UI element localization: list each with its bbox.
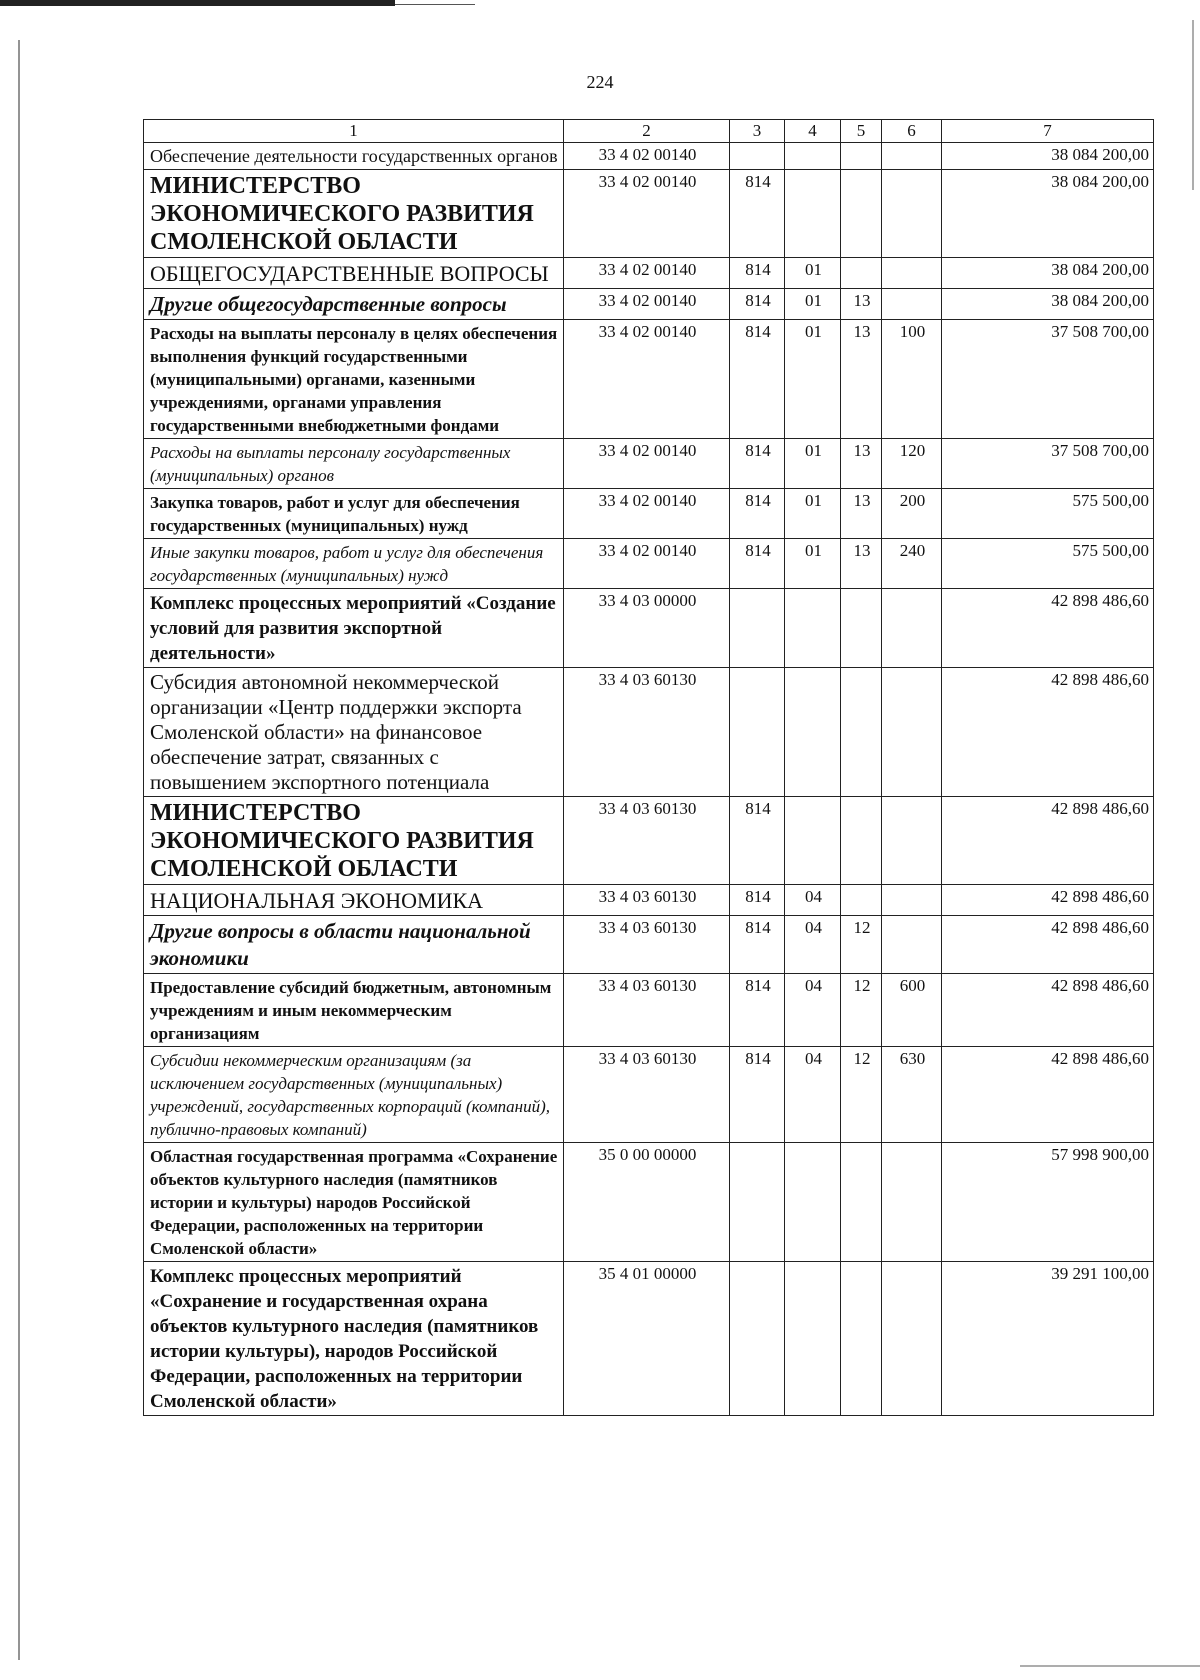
row-amount-cell: 38 084 200,00 [942, 170, 1154, 258]
row-col3-cell [730, 1143, 785, 1262]
row-col3-cell: 814 [730, 439, 785, 489]
row-name-cell: Иные закупки товаров, работ и услуг для обеспечения государственных (муниципальных) нужд [144, 539, 564, 589]
column-header: 5 [841, 120, 882, 143]
row-col5-cell [841, 589, 882, 668]
row-col4-cell [785, 1262, 841, 1416]
row-col4-cell: 01 [785, 289, 841, 320]
row-col5-cell: 13 [841, 489, 882, 539]
row-col3-cell: 814 [730, 797, 785, 885]
row-col3-cell: 814 [730, 885, 785, 916]
scan-edge-right [1192, 20, 1194, 190]
row-col4-cell [785, 170, 841, 258]
row-col3-cell: 814 [730, 489, 785, 539]
row-col6-cell [882, 1262, 942, 1416]
row-col5-cell [841, 170, 882, 258]
row-col4-cell: 04 [785, 1047, 841, 1143]
row-name-cell: Предоставление субсидий бюджетным, автономным учреждениям и иным некоммерческим организациям [144, 974, 564, 1047]
row-col6-cell [882, 289, 942, 320]
row-col4-cell: 01 [785, 320, 841, 439]
row-code-cell: 33 4 03 60130 [564, 885, 730, 916]
row-amount-cell: 37 508 700,00 [942, 320, 1154, 439]
column-header: 6 [882, 120, 942, 143]
row-col6-cell [882, 668, 942, 797]
table-row [144, 916, 1154, 974]
table-row [144, 885, 1154, 916]
row-amount-cell: 42 898 486,60 [942, 916, 1154, 974]
row-col6-cell: 100 [882, 320, 942, 439]
row-amount-cell: 575 500,00 [942, 489, 1154, 539]
row-col5-cell [841, 258, 882, 289]
row-col3-cell: 814 [730, 289, 785, 320]
row-col6-cell: 630 [882, 1047, 942, 1143]
row-name-cell: Обеспечение деятельности государственных органов [144, 143, 564, 170]
row-code-cell: 33 4 03 60130 [564, 1047, 730, 1143]
row-amount-cell: 42 898 486,60 [942, 885, 1154, 916]
row-col6-cell [882, 170, 942, 258]
row-amount-cell: 38 084 200,00 [942, 258, 1154, 289]
table-row [144, 797, 1154, 885]
row-col5-cell: 13 [841, 289, 882, 320]
row-col4-cell: 01 [785, 539, 841, 589]
row-code-cell: 33 4 02 00140 [564, 489, 730, 539]
row-name-cell: МИНИСТЕРСТВО ЭКОНОМИЧЕСКОГО РАЗВИТИЯ СМОЛЕНСКОЙ ОБЛАСТИ [144, 797, 564, 885]
row-name-cell: Другие вопросы в области национальной экономики [144, 916, 564, 974]
row-col3-cell: 814 [730, 258, 785, 289]
row-code-cell: 33 4 03 60130 [564, 974, 730, 1047]
row-amount-cell: 42 898 486,60 [942, 668, 1154, 797]
row-code-cell: 33 4 02 00140 [564, 170, 730, 258]
table-row [144, 1047, 1154, 1143]
row-name-cell: Закупка товаров, работ и услуг для обеспечения государственных (муниципальных) нужд [144, 489, 564, 539]
row-code-cell: 33 4 03 60130 [564, 797, 730, 885]
column-header: 4 [785, 120, 841, 143]
table-row [144, 668, 1154, 797]
row-name-cell: ОБЩЕГОСУДАРСТВЕННЫЕ ВОПРОСЫ [144, 258, 564, 289]
row-col5-cell [841, 668, 882, 797]
row-col6-cell [882, 916, 942, 974]
scan-edge-left [18, 40, 20, 1660]
row-col6-cell: 600 [882, 974, 942, 1047]
row-col4-cell [785, 589, 841, 668]
table-row [144, 320, 1154, 439]
row-name-cell: МИНИСТЕРСТВО ЭКОНОМИЧЕСКОГО РАЗВИТИЯ СМОЛЕНСКОЙ ОБЛАСТИ [144, 170, 564, 258]
row-col4-cell: 01 [785, 258, 841, 289]
row-amount-cell: 42 898 486,60 [942, 974, 1154, 1047]
table-row [144, 1143, 1154, 1262]
row-col6-cell [882, 1143, 942, 1262]
table-row [144, 489, 1154, 539]
row-code-cell: 33 4 02 00140 [564, 539, 730, 589]
row-code-cell: 33 4 03 60130 [564, 668, 730, 797]
row-amount-cell: 42 898 486,60 [942, 589, 1154, 668]
row-col5-cell [841, 1143, 882, 1262]
row-col4-cell: 01 [785, 439, 841, 489]
row-name-cell: Другие общегосударственные вопросы [144, 289, 564, 320]
table-row [144, 974, 1154, 1047]
row-name-cell: Областная государственная программа «Сохранение объектов культурного наследия (памятников истории и культуры) народов Российской Федерации, расположенных на территории Смоленской области» [144, 1143, 564, 1262]
row-col5-cell [841, 885, 882, 916]
row-col3-cell: 814 [730, 170, 785, 258]
row-name-cell: Комплекс процессных мероприятий «Создание условий для развития экспортной деятельности» [144, 589, 564, 668]
row-amount-cell: 39 291 100,00 [942, 1262, 1154, 1416]
row-col4-cell: 04 [785, 885, 841, 916]
row-col5-cell [841, 797, 882, 885]
column-header: 1 [144, 120, 564, 143]
budget-table-body [144, 120, 1154, 1416]
row-name-cell: Субсидии некоммерческим организациям (за исключением государственных (муниципальных) учреждений, государственных корпораций (компаний), публично-правовых компаний) [144, 1047, 564, 1143]
row-name-cell: НАЦИОНАЛЬНАЯ ЭКОНОМИКА [144, 885, 564, 916]
column-header: 2 [564, 120, 730, 143]
row-col4-cell [785, 668, 841, 797]
row-col3-cell: 814 [730, 916, 785, 974]
row-amount-cell: 38 084 200,00 [942, 143, 1154, 170]
row-col6-cell: 120 [882, 439, 942, 489]
row-code-cell: 33 4 02 00140 [564, 439, 730, 489]
table-row [144, 539, 1154, 589]
scan-edge-top [0, 0, 395, 6]
table-row [144, 143, 1154, 170]
row-amount-cell: 37 508 700,00 [942, 439, 1154, 489]
row-name-cell: Субсидия автономной некоммерческой организации «Центр поддержки экспорта Смоленской области» на финансовое обеспечение затрат, связанных с повышением экспортного потенциала [144, 668, 564, 797]
scan-edge-bottom [1020, 1665, 1200, 1667]
row-col5-cell: 12 [841, 974, 882, 1047]
row-amount-cell: 575 500,00 [942, 539, 1154, 589]
row-code-cell: 33 4 02 00140 [564, 289, 730, 320]
row-code-cell: 35 0 00 00000 [564, 1143, 730, 1262]
row-col3-cell: 814 [730, 320, 785, 439]
row-col5-cell: 12 [841, 916, 882, 974]
table-row [144, 1262, 1154, 1416]
row-col5-cell: 13 [841, 539, 882, 589]
row-code-cell: 33 4 02 00140 [564, 320, 730, 439]
row-col4-cell [785, 797, 841, 885]
row-col6-cell: 240 [882, 539, 942, 589]
table-row [144, 439, 1154, 489]
row-name-cell: Расходы на выплаты персоналу в целях обеспечения выполнения функций государственными (муниципальными) органами, казенными учреждениями, органами управления государственными внебюджетными фондами [144, 320, 564, 439]
budget-table [143, 119, 1154, 1416]
row-name-cell: Комплекс процессных мероприятий «Сохранение и государственная охрана объектов культурного наследия (памятников истории культуры), народов Российской Федерации, расположенных на территории Смоленской области» [144, 1262, 564, 1416]
row-col5-cell: 13 [841, 320, 882, 439]
row-name-cell: Расходы на выплаты персоналу государственных (муниципальных) органов [144, 439, 564, 489]
row-code-cell: 33 4 03 60130 [564, 916, 730, 974]
page-number: 224 [586, 72, 614, 92]
row-col6-cell [882, 797, 942, 885]
row-col3-cell [730, 589, 785, 668]
row-code-cell: 33 4 02 00140 [564, 143, 730, 170]
scan-edge-top-thin [395, 4, 475, 5]
row-code-cell: 35 4 01 00000 [564, 1262, 730, 1416]
row-col4-cell [785, 143, 841, 170]
table-row [144, 589, 1154, 668]
row-col3-cell: 814 [730, 1047, 785, 1143]
row-col4-cell [785, 1143, 841, 1262]
row-amount-cell: 38 084 200,00 [942, 289, 1154, 320]
row-col5-cell [841, 1262, 882, 1416]
row-amount-cell: 57 998 900,00 [942, 1143, 1154, 1262]
row-col5-cell: 13 [841, 439, 882, 489]
row-code-cell: 33 4 02 00140 [564, 258, 730, 289]
row-col4-cell: 04 [785, 974, 841, 1047]
row-col3-cell [730, 143, 785, 170]
row-col5-cell: 12 [841, 1047, 882, 1143]
column-number-row [144, 120, 1154, 143]
row-code-cell: 33 4 03 00000 [564, 589, 730, 668]
row-col6-cell [882, 143, 942, 170]
row-col5-cell [841, 143, 882, 170]
table-row [144, 258, 1154, 289]
row-col6-cell [882, 589, 942, 668]
row-col6-cell [882, 258, 942, 289]
table-row [144, 289, 1154, 320]
row-amount-cell: 42 898 486,60 [942, 1047, 1154, 1143]
row-col3-cell [730, 668, 785, 797]
column-header: 3 [730, 120, 785, 143]
row-col6-cell: 200 [882, 489, 942, 539]
row-col4-cell: 04 [785, 916, 841, 974]
column-header: 7 [942, 120, 1154, 143]
row-col4-cell: 01 [785, 489, 841, 539]
row-amount-cell: 42 898 486,60 [942, 797, 1154, 885]
row-col3-cell: 814 [730, 539, 785, 589]
table-row [144, 170, 1154, 258]
row-col3-cell [730, 1262, 785, 1416]
row-col3-cell: 814 [730, 974, 785, 1047]
row-col6-cell [882, 885, 942, 916]
